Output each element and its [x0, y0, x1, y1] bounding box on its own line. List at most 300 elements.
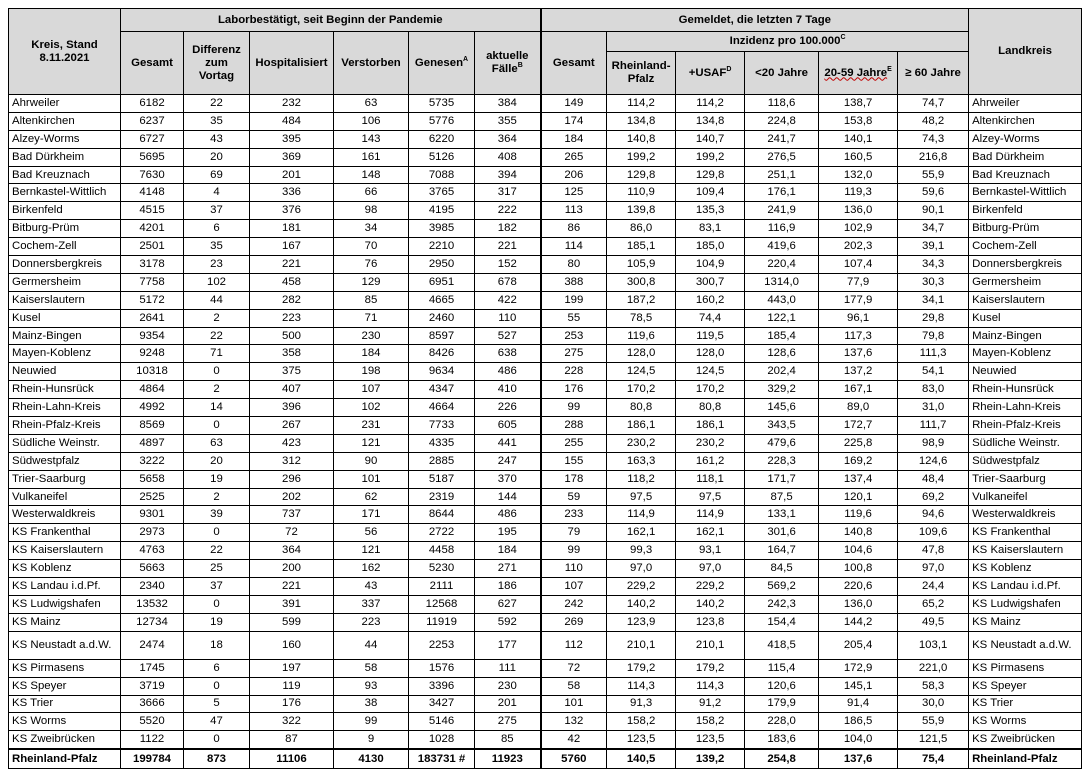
cell-o60: 55,9: [898, 166, 969, 184]
cell-gesamt: 6182: [121, 95, 184, 113]
cell-diff: 0: [184, 417, 250, 435]
cell-akt: 355: [475, 112, 541, 130]
cell-akt: 247: [475, 452, 541, 470]
cell-usaf: 93,1: [676, 542, 745, 560]
cell-akt: 486: [475, 506, 541, 524]
cell-gen: 1576: [409, 659, 475, 677]
cell-u20: 569,2: [745, 578, 819, 596]
cell-m: 169,2: [819, 452, 898, 470]
landkreis-name: KS Landau i.d.Pf.: [969, 578, 1082, 596]
cell-m: 202,3: [819, 238, 898, 256]
cell-diff: 39: [184, 506, 250, 524]
cell-verst: 4130: [334, 749, 409, 769]
table-row: [9, 677, 1082, 695]
header-hospitalisiert: Hospitalisiert: [250, 32, 334, 95]
district-name: KS Neustadt a.d.W.: [9, 631, 121, 659]
table-row: [9, 399, 1082, 417]
cell-u20: 183,6: [745, 731, 819, 749]
cell-g7: 388: [541, 273, 607, 291]
landkreis-name: Donnersbergkreis: [969, 256, 1082, 274]
district-name: KS Speyer: [9, 677, 121, 695]
table-row: [9, 659, 1082, 677]
cell-hosp: 197: [250, 659, 334, 677]
header-group-reported: Gemeldet, die letzten 7 Tage: [541, 9, 969, 32]
cell-akt: 441: [475, 434, 541, 452]
landkreis-name: KS Frankenthal: [969, 524, 1082, 542]
cell-g7: 228: [541, 363, 607, 381]
cell-o60: 69,2: [898, 488, 969, 506]
district-name: Bad Kreuznach: [9, 166, 121, 184]
cell-rlp: 158,2: [607, 713, 676, 731]
cell-hosp: 484: [250, 112, 334, 130]
cell-m: 119,3: [819, 184, 898, 202]
cell-gesamt: 6727: [121, 130, 184, 148]
cell-o60: 34,7: [898, 220, 969, 238]
cell-m: 96,1: [819, 309, 898, 327]
cell-g7: 155: [541, 452, 607, 470]
cell-o60: 30,0: [898, 695, 969, 713]
cell-gen: 3985: [409, 220, 475, 238]
cell-m: 104,6: [819, 542, 898, 560]
cell-o60: 90,1: [898, 202, 969, 220]
cell-m: 140,1: [819, 130, 898, 148]
cell-o60: 29,8: [898, 309, 969, 327]
cell-usaf: 123,5: [676, 731, 745, 749]
cell-verst: 198: [334, 363, 409, 381]
cell-u20: 84,5: [745, 560, 819, 578]
cell-o60: 47,8: [898, 542, 969, 560]
cell-g7: 174: [541, 112, 607, 130]
cell-gesamt: 3719: [121, 677, 184, 695]
cell-m: 153,8: [819, 112, 898, 130]
landkreis-name: Rhein-Pfalz-Kreis: [969, 417, 1082, 435]
cell-rlp: 199,2: [607, 148, 676, 166]
cell-u20: 171,7: [745, 470, 819, 488]
cell-m: 102,9: [819, 220, 898, 238]
cell-m: 137,4: [819, 470, 898, 488]
district-name: Bitburg-Prüm: [9, 220, 121, 238]
cell-usaf: 199,2: [676, 148, 745, 166]
cell-gesamt: 9248: [121, 345, 184, 363]
cell-hosp: 167: [250, 238, 334, 256]
cell-verst: 43: [334, 578, 409, 596]
cell-u20: 145,6: [745, 399, 819, 417]
cell-akt: 230: [475, 677, 541, 695]
cell-u20: 241,7: [745, 130, 819, 148]
cell-g7: 55: [541, 309, 607, 327]
landkreis-name: Trier-Saarburg: [969, 470, 1082, 488]
cell-gen: 7088: [409, 166, 475, 184]
cell-g7: 255: [541, 434, 607, 452]
cell-usaf: 118,1: [676, 470, 745, 488]
cell-verst: 93: [334, 677, 409, 695]
cell-diff: 873: [184, 749, 250, 769]
cell-gesamt: 3222: [121, 452, 184, 470]
cell-gesamt: 2340: [121, 578, 184, 596]
cell-hosp: 296: [250, 470, 334, 488]
landkreis-name: KS Mainz: [969, 613, 1082, 631]
cell-verst: 99: [334, 713, 409, 731]
landkreis-name: Mainz-Bingen: [969, 327, 1082, 345]
cell-gen: 3765: [409, 184, 475, 202]
cell-hosp: 396: [250, 399, 334, 417]
cell-g7: 242: [541, 595, 607, 613]
cell-o60: 74,7: [898, 95, 969, 113]
cell-rlp: 124,5: [607, 363, 676, 381]
cell-verst: 34: [334, 220, 409, 238]
header-group-lab: Laborbestätigt, seit Beginn der Pandemie: [121, 9, 541, 32]
district-name: Bernkastel-Wittlich: [9, 184, 121, 202]
cell-diff: 22: [184, 95, 250, 113]
cell-diff: 19: [184, 470, 250, 488]
cell-rlp: 97,5: [607, 488, 676, 506]
cell-akt: 201: [475, 695, 541, 713]
cell-rlp: 78,5: [607, 309, 676, 327]
cell-verst: 223: [334, 613, 409, 631]
cell-m: 104,0: [819, 731, 898, 749]
cell-hosp: 500: [250, 327, 334, 345]
cell-akt: 85: [475, 731, 541, 749]
cell-verst: 230: [334, 327, 409, 345]
district-name: Vulkaneifel: [9, 488, 121, 506]
cell-hosp: 201: [250, 166, 334, 184]
cell-akt: 592: [475, 613, 541, 631]
district-name: Südliche Weinstr.: [9, 434, 121, 452]
cell-akt: 638: [475, 345, 541, 363]
cell-diff: 37: [184, 578, 250, 596]
cell-m: 172,7: [819, 417, 898, 435]
cell-rlp: 86,0: [607, 220, 676, 238]
landkreis-name: Rhein-Hunsrück: [969, 381, 1082, 399]
district-name: Mainz-Bingen: [9, 327, 121, 345]
table-row: [9, 631, 1082, 659]
cell-usaf: 139,2: [676, 749, 745, 769]
cell-m: 119,6: [819, 506, 898, 524]
table-row: [9, 560, 1082, 578]
cell-u20: 343,5: [745, 417, 819, 435]
cell-diff: 22: [184, 542, 250, 560]
district-name: KS Worms: [9, 713, 121, 731]
cell-rlp: 229,2: [607, 578, 676, 596]
cell-g7: 72: [541, 659, 607, 677]
cell-akt: 364: [475, 130, 541, 148]
cell-u20: 118,6: [745, 95, 819, 113]
cell-rlp: 99,3: [607, 542, 676, 560]
cell-o60: 83,0: [898, 381, 969, 399]
header-differenz: Differenz zum Vortag: [184, 32, 250, 95]
cell-gesamt: 1745: [121, 659, 184, 677]
table-row: [9, 613, 1082, 631]
district-name: Westerwaldkreis: [9, 506, 121, 524]
cell-rlp: 134,8: [607, 112, 676, 130]
district-name: Südwestpfalz: [9, 452, 121, 470]
cell-gesamt: 2973: [121, 524, 184, 542]
cell-gen: 4335: [409, 434, 475, 452]
landkreis-name: KS Trier: [969, 695, 1082, 713]
cell-diff: 35: [184, 238, 250, 256]
cell-u20: 185,4: [745, 327, 819, 345]
cell-hosp: 267: [250, 417, 334, 435]
cell-diff: 37: [184, 202, 250, 220]
cell-g7: 110: [541, 560, 607, 578]
cell-u20: 418,5: [745, 631, 819, 659]
landkreis-name: Germersheim: [969, 273, 1082, 291]
cell-gesamt: 9301: [121, 506, 184, 524]
cell-akt: 110: [475, 309, 541, 327]
table-row: [9, 578, 1082, 596]
cell-hosp: 119: [250, 677, 334, 695]
header-unter-20: <20 Jahre: [745, 52, 819, 95]
cell-u20: 301,6: [745, 524, 819, 542]
cell-gesamt: 4148: [121, 184, 184, 202]
district-name: Rhein-Lahn-Kreis: [9, 399, 121, 417]
cell-verst: 121: [334, 542, 409, 560]
cell-hosp: 282: [250, 291, 334, 309]
cell-rlp: 162,1: [607, 524, 676, 542]
cell-rlp: 230,2: [607, 434, 676, 452]
cell-gesamt: 9354: [121, 327, 184, 345]
cell-o60: 75,4: [898, 749, 969, 769]
cell-m: 120,1: [819, 488, 898, 506]
cell-rlp: 210,1: [607, 631, 676, 659]
cell-akt: 186: [475, 578, 541, 596]
table-row: [9, 148, 1082, 166]
cell-u20: 251,1: [745, 166, 819, 184]
cell-diff: 25: [184, 560, 250, 578]
cell-hosp: 87: [250, 731, 334, 749]
cell-akt: 605: [475, 417, 541, 435]
cell-gen: 6951: [409, 273, 475, 291]
cell-usaf: 128,0: [676, 345, 745, 363]
table-row: [9, 130, 1082, 148]
cell-verst: 337: [334, 595, 409, 613]
cell-gen: 2722: [409, 524, 475, 542]
cell-gen: 8597: [409, 327, 475, 345]
table-header: [9, 9, 1082, 95]
cell-gesamt: 1122: [121, 731, 184, 749]
cell-gesamt: 4763: [121, 542, 184, 560]
cell-hosp: 72: [250, 524, 334, 542]
table-row: [9, 434, 1082, 452]
cell-m: 145,1: [819, 677, 898, 695]
cell-gesamt: 13532: [121, 595, 184, 613]
cell-gesamt: 2525: [121, 488, 184, 506]
cell-o60: 59,6: [898, 184, 969, 202]
cell-diff: 0: [184, 677, 250, 695]
cell-usaf: 97,5: [676, 488, 745, 506]
cell-diff: 19: [184, 613, 250, 631]
cell-u20: 115,4: [745, 659, 819, 677]
cell-hosp: 336: [250, 184, 334, 202]
cell-hosp: 458: [250, 273, 334, 291]
cell-diff: 23: [184, 256, 250, 274]
cell-diff: 5: [184, 695, 250, 713]
cell-gen: 11919: [409, 613, 475, 631]
cell-m: 136,0: [819, 202, 898, 220]
district-name: Donnersbergkreis: [9, 256, 121, 274]
cell-usaf: 80,8: [676, 399, 745, 417]
landkreis-name: KS Neustadt a.d.W.: [969, 631, 1082, 659]
cell-usaf: 170,2: [676, 381, 745, 399]
header-kreis-stand: Kreis, Stand 8.11.2021: [9, 9, 121, 95]
cell-usaf: 114,2: [676, 95, 745, 113]
cell-diff: 0: [184, 595, 250, 613]
cell-o60: 39,1: [898, 238, 969, 256]
cell-usaf: 74,4: [676, 309, 745, 327]
cell-usaf: 124,5: [676, 363, 745, 381]
cell-gen: 1028: [409, 731, 475, 749]
cell-o60: 48,2: [898, 112, 969, 130]
cell-rlp: 140,5: [607, 749, 676, 769]
cell-verst: 70: [334, 238, 409, 256]
cell-gen: 5776: [409, 112, 475, 130]
cell-o60: 55,9: [898, 713, 969, 731]
cell-diff: 2: [184, 488, 250, 506]
cell-g7: 59: [541, 488, 607, 506]
landkreis-name: Südwestpfalz: [969, 452, 1082, 470]
table-row: [9, 256, 1082, 274]
cell-rlp: 170,2: [607, 381, 676, 399]
cell-gen: 2111: [409, 578, 475, 596]
cell-verst: 38: [334, 695, 409, 713]
cell-verst: 9: [334, 731, 409, 749]
cell-hosp: 312: [250, 452, 334, 470]
cell-diff: 14: [184, 399, 250, 417]
cell-m: 220,6: [819, 578, 898, 596]
cell-hosp: 391: [250, 595, 334, 613]
table-row: [9, 470, 1082, 488]
cell-rlp: 300,8: [607, 273, 676, 291]
cell-verst: 107: [334, 381, 409, 399]
cell-gen: 2253: [409, 631, 475, 659]
header-usaf: $+USAF^D$: [676, 52, 745, 95]
cell-rlp: 187,2: [607, 291, 676, 309]
cell-o60: 79,8: [898, 327, 969, 345]
cell-g7: 269: [541, 613, 607, 631]
cell-gesamt: 5172: [121, 291, 184, 309]
cell-gen: 3427: [409, 695, 475, 713]
cell-gesamt: 2501: [121, 238, 184, 256]
landkreis-name: Südliche Weinstr.: [969, 434, 1082, 452]
cell-o60: 30,3: [898, 273, 969, 291]
table-row: [9, 345, 1082, 363]
cell-o60: 111,7: [898, 417, 969, 435]
cell-g7: 176: [541, 381, 607, 399]
cell-verst: 58: [334, 659, 409, 677]
table-row: [9, 363, 1082, 381]
cell-verst: 90: [334, 452, 409, 470]
header-group-incidence: Inzidenz pro $100.000^C$: [607, 32, 969, 52]
cell-gen: 2210: [409, 238, 475, 256]
cell-usaf: 230,2: [676, 434, 745, 452]
table-row: [9, 452, 1082, 470]
cell-g7: 101: [541, 695, 607, 713]
cell-m: 167,1: [819, 381, 898, 399]
cell-g7: 178: [541, 470, 607, 488]
cell-m: 160,5: [819, 148, 898, 166]
cell-hosp: 200: [250, 560, 334, 578]
cell-verst: 231: [334, 417, 409, 435]
cell-usaf: 300,7: [676, 273, 745, 291]
landkreis-name: Alzey-Worms: [969, 130, 1082, 148]
cell-o60: 74,3: [898, 130, 969, 148]
cell-m: 107,4: [819, 256, 898, 274]
cell-u20: 128,6: [745, 345, 819, 363]
cell-usaf: 179,2: [676, 659, 745, 677]
cell-diff: 35: [184, 112, 250, 130]
cell-verst: 44: [334, 631, 409, 659]
cell-g7: 107: [541, 578, 607, 596]
cell-gen: 4664: [409, 399, 475, 417]
cell-gesamt: 5695: [121, 148, 184, 166]
cell-verst: 129: [334, 273, 409, 291]
cell-rlp: 140,8: [607, 130, 676, 148]
cell-o60: 216,8: [898, 148, 969, 166]
cell-g7: 132: [541, 713, 607, 731]
cell-g7: 79: [541, 524, 607, 542]
cell-u20: 116,9: [745, 220, 819, 238]
cell-rlp: 179,2: [607, 659, 676, 677]
cell-usaf: 185,0: [676, 238, 745, 256]
cell-hosp: 181: [250, 220, 334, 238]
cell-m: 225,8: [819, 434, 898, 452]
cell-g7: 149: [541, 95, 607, 113]
cell-gen: 4458: [409, 542, 475, 560]
cell-g7: 80: [541, 256, 607, 274]
cell-gesamt: 5658: [121, 470, 184, 488]
cell-usaf: 140,2: [676, 595, 745, 613]
district-name: KS Mainz: [9, 613, 121, 631]
landkreis-name: Cochem-Zell: [969, 238, 1082, 256]
cell-gen: 183731 #: [409, 749, 475, 769]
cell-u20: 254,8: [745, 749, 819, 769]
cell-u20: 276,5: [745, 148, 819, 166]
district-name: Neuwied: [9, 363, 121, 381]
cell-u20: 120,6: [745, 677, 819, 695]
cell-gesamt: 8569: [121, 417, 184, 435]
header-genesen: Genesen$^A$: [409, 32, 475, 95]
cell-gen: 4347: [409, 381, 475, 399]
cell-diff: 63: [184, 434, 250, 452]
cell-diff: 4: [184, 184, 250, 202]
cell-verst: 71: [334, 309, 409, 327]
district-name: Rhein-Hunsrück: [9, 381, 121, 399]
cell-hosp: 221: [250, 256, 334, 274]
cell-o60: 65,2: [898, 595, 969, 613]
cell-usaf: 97,0: [676, 560, 745, 578]
cell-m: 77,9: [819, 273, 898, 291]
cell-hosp: 358: [250, 345, 334, 363]
cell-verst: 184: [334, 345, 409, 363]
cell-u20: 122,1: [745, 309, 819, 327]
cell-g7: 253: [541, 327, 607, 345]
cell-o60: 58,3: [898, 677, 969, 695]
cell-u20: 87,5: [745, 488, 819, 506]
cell-u20: 228,0: [745, 713, 819, 731]
table-row: [9, 291, 1082, 309]
cell-o60: 49,5: [898, 613, 969, 631]
cell-diff: 0: [184, 731, 250, 749]
cell-akt: 271: [475, 560, 541, 578]
cell-gen: 9634: [409, 363, 475, 381]
cell-g7: 184: [541, 130, 607, 148]
cell-usaf: 229,2: [676, 578, 745, 596]
cell-hosp: 375: [250, 363, 334, 381]
district-name: Cochem-Zell: [9, 238, 121, 256]
district-name: KS Landau i.d.Pf.: [9, 578, 121, 596]
landkreis-name: Birkenfeld: [969, 202, 1082, 220]
cell-rlp: 114,9: [607, 506, 676, 524]
